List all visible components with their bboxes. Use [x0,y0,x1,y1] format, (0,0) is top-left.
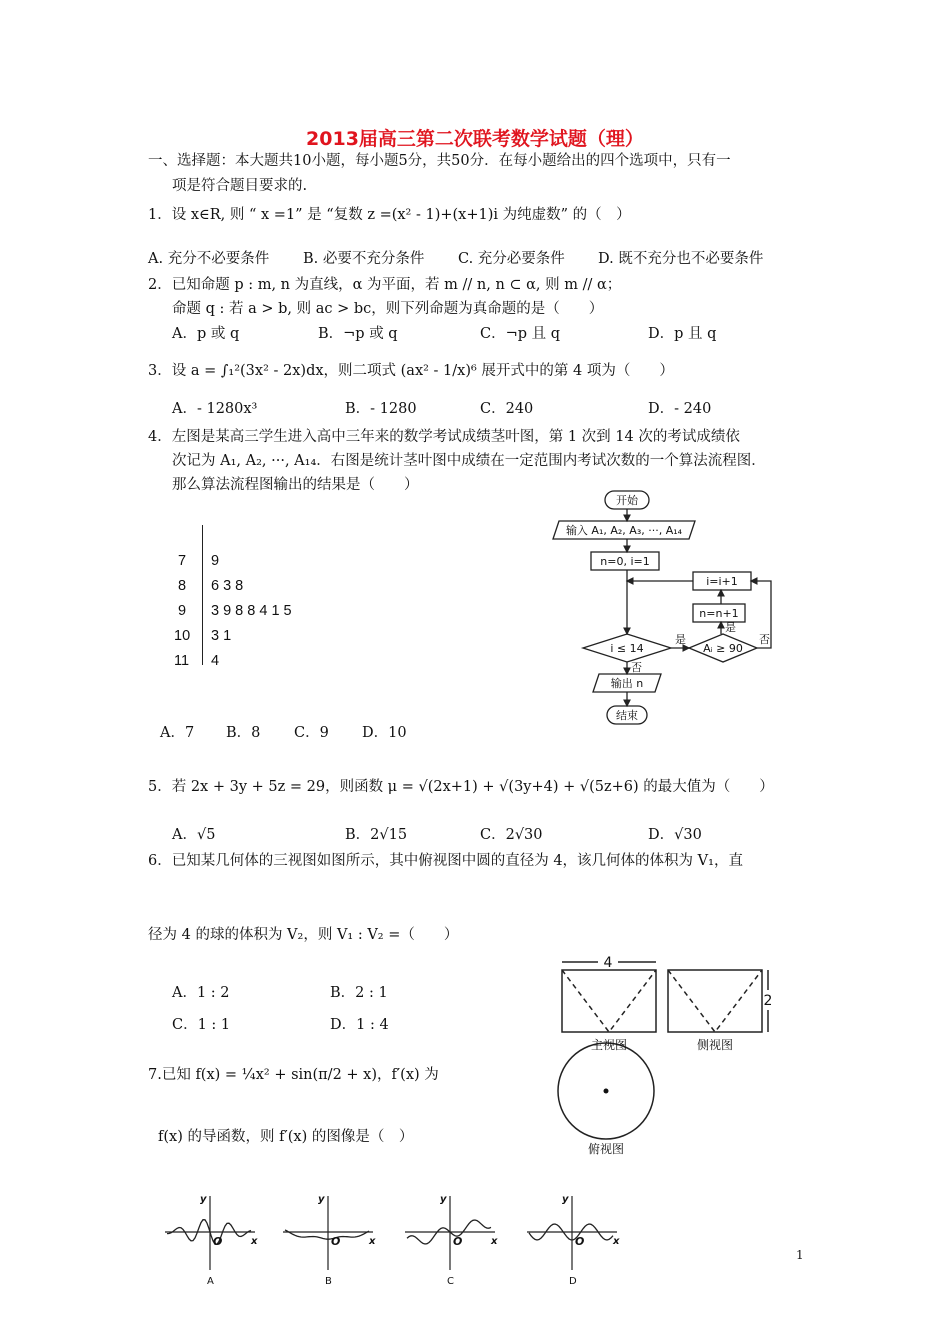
q1-stem: 1．设 x∈R, 则 “ x =1” 是 “复数 z =(x² - 1)+(x+1)i 为纯虚数” 的（ ） [148,207,631,223]
graph-option-b[interactable] [283,1194,376,1287]
q3-option-b: B．- 1280 [345,401,417,417]
q3-option-d: D．- 240 [648,401,712,417]
q3-option-a: A．- 1280x³ [172,401,258,417]
dim-height-label: 2 [763,993,773,1009]
three-view-diagram [548,950,788,1160]
flow-yes1-label: 是 [675,633,686,646]
q3-stem: 3．设 a = ∫₁²(3x² - 2x)dx，则二项式 (ax² - 1/x)⁶ 展开式中的第 4 项为（ ） [148,363,674,379]
q2-option-a: A．p 或 q [172,326,240,342]
side-view-rect [668,970,762,1032]
front-view-dashed [562,970,656,1032]
leaves-11: 4 [211,653,220,669]
graph-option-d[interactable] [527,1194,620,1287]
side-view-label: 侧视图 [696,1038,734,1052]
q5-option-d: D．√30 [648,827,702,843]
flow-input-label: 输入 A₁, A₂, A₃, ···, A₁₄ [565,524,683,537]
page-number: 1 [796,1248,804,1262]
y-label: y [562,1194,569,1205]
side-view-dashed [668,970,762,1032]
flow-output-label: 输出 n [610,677,644,690]
q1-option-a: A. 充分不必要条件 [148,251,270,267]
q5-option-c: C．2√30 [480,827,543,843]
q1-option-b: B. 必要不充分条件 [303,251,425,267]
flow-incn-label: n=n+1 [699,607,739,620]
y-label: y [440,1194,447,1205]
x-label: x [613,1236,620,1247]
graph-option-c[interactable] [405,1194,498,1287]
q5-option-b: B．2√15 [345,827,408,843]
flow-end-label: 结束 [616,709,638,722]
q5-stem: 5．若 2x + 3y + 5z = 29，则函数 μ = √(2x+1) + √(3y+4) + √(5z+6) 的最大值为（ ） [148,779,774,795]
q2-option-d: D．p 且 q [648,326,717,342]
section-heading-cont: 项是符合题目要求的. [172,178,308,194]
stem-leaf-plot [170,525,400,670]
q4-stem: 4．左图是某高三学生进入高中三年来的数学考试成绩茎叶图，第 1 次到 14 次的考试成绩依 [148,429,740,445]
q2-stem: 2．已知命题 p : m, n 为直线，α 为平面，若 m // n, n ⊂ α, 则 m // α； [148,277,622,293]
leaves-8: 6 3 8 [211,578,244,594]
q2-stem-cont: 命题 q : 若 a > b, 则 ac > bc，则下列命题为真命题的是（ ） [172,301,604,317]
leaves-7: 9 [211,553,220,569]
q6-option-b: B．2 : 1 [330,985,388,1001]
y-label: y [200,1194,207,1205]
stem-11: 11 [174,653,190,669]
y-label: y [318,1194,325,1205]
flow-no2-label: 否 [759,633,770,646]
origin-label: O [453,1235,463,1248]
q3-option-c: C．240 [480,401,534,417]
q2-option-b: B．¬p 或 q [318,326,398,342]
option-label: C [447,1276,454,1287]
q4-option-a: A．7 [160,725,195,741]
x-label: x [491,1236,498,1247]
stem-leaf-divider [202,525,203,665]
top-view-label: 俯视图 [587,1142,625,1156]
flow-cond2-label: Aᵢ ≥ 90 [703,642,743,655]
origin-label: O [331,1235,341,1248]
q6-stem-cont: 径为 4 的球的体积为 V₂，则 V₁ : V₂ =（ ） [148,927,459,943]
option-label: B [325,1276,332,1287]
front-view-label: 主视图 [590,1038,628,1052]
page-title: 2013届高三第二次联考数学试题（理） [306,128,644,150]
option-label: D [569,1276,577,1287]
q4-stem-cont2: 那么算法流程图输出的结果是（ ） [172,477,419,493]
leaves-10: 3 1 [211,628,232,644]
flow-start-label: 开始 [616,494,638,507]
graph-option-a[interactable] [165,1194,258,1287]
x-label: x [251,1236,258,1247]
curve [285,1230,369,1239]
flow-no1-label: 否 [631,661,642,674]
q7-stem-cont: f(x) 的导函数，则 f′(x) 的图像是（ ） [158,1129,414,1145]
x-label: x [369,1236,376,1247]
flow-cond1-label: i ≤ 14 [610,642,644,655]
derivative-graph-options [165,1192,635,1287]
q6-stem: 6．已知某几何体的三视图如图所示，其中俯视图中圆的直径为 4，该几何体的体积为 V₁，直 [148,853,743,869]
stem-10: 10 [174,628,191,644]
q6-option-d: D．1 : 4 [330,1017,389,1033]
q1-option-c: C. 充分必要条件 [458,251,565,267]
q6-option-a: A．1 : 2 [172,985,230,1001]
front-view-rect [562,970,656,1032]
q4-option-d: D．10 [362,725,407,741]
stem-8: 8 [178,578,187,594]
dim-width-label: 4 [603,955,613,971]
q5-option-a: A．√5 [172,827,216,843]
flow-yes2-label: 是 [725,621,736,634]
q2-option-c: C．¬p 且 q [480,326,561,342]
stem-7: 7 [178,553,187,569]
stem-9: 9 [178,603,187,619]
leaves-9: 3 9 8 8 4 1 5 [211,603,292,619]
q1-option-d: D. 既不充分也不必要条件 [598,251,764,267]
q4-option-b: B．8 [226,725,261,741]
flow-init-label: n=0, i=1 [600,555,650,568]
q6-option-c: C．1 : 1 [172,1017,231,1033]
q4-option-c: C．9 [294,725,329,741]
origin-label: O [575,1235,585,1248]
origin-label: O [213,1235,223,1248]
algorithm-flowchart [545,488,785,728]
flow-inci-label: i=i+1 [706,575,738,588]
option-label: A [207,1276,214,1287]
q7-stem: 7.已知 f(x) = ¼x² + sin(π/2 + x)，f′(x) 为 [148,1067,439,1083]
section-heading: 一、选择题：本大题共10小题，每小题5分，共50分．在每小题给出的四个选项中，只有一 [148,153,731,169]
q4-stem-cont: 次记为 A₁, A₂, ···, A₁₄．右图是统计茎叶图中成绩在一定范围内考试次数的一个算法流程图． [172,453,766,469]
top-view-center-dot [604,1089,609,1094]
